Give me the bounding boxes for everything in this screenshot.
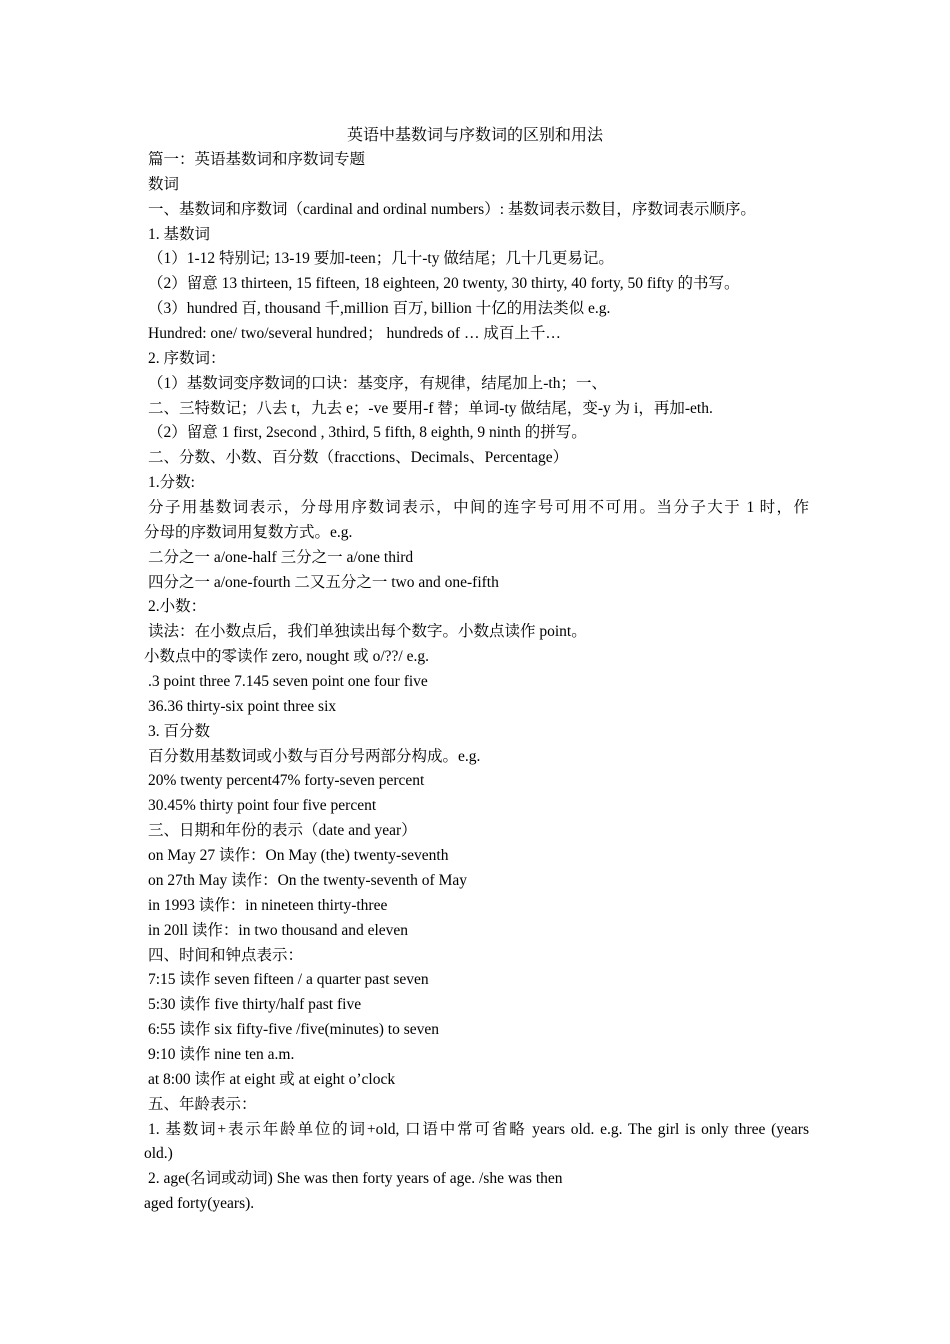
text-line: in 1993 读作：in nineteen thirty-three [148,896,388,914]
text-line: 二、三特数记；八去 t，九去 e；-ve 要用-f 替；单词-ty 做结尾，变-y 为 i，再加-eth. [148,399,713,417]
text-line: in 20ll 读作：in two thousand and eleven [148,921,409,939]
text-line: at 8:00 读作 at eight 或 at eight o’clock [148,1070,396,1088]
text-line: on May 27 读作：On May (the) twenty-seventh [148,847,449,865]
text-line: aged forty(years). [144,1195,255,1213]
text-line: 2.小数： [148,598,207,616]
text-line: 四、时间和钟点表示： [148,946,304,964]
text-line: 三、日期和年份的表示（date and year） [148,822,417,840]
text-line: 30.45% thirty point four five percent [148,797,377,815]
text-line: （1）基数词变序数词的口诀：基变序，有规律，结尾加上-th；一、 [148,374,607,392]
text-line: 二、分数、小数、百分数（fracctions、Decimals、Percentage） [148,449,569,467]
text-line: 篇一：英语基数词和序数词专题 [148,151,366,168]
text-line: 3. 百分数 [148,722,211,740]
text-line: 百分数用基数词或小数与百分号两部分构成。e.g. [148,747,481,765]
text-line: 20% twenty percent47% forty-seven percent [148,772,425,790]
text-line: 二分之一 a/one-half 三分之一 a/one third [148,548,414,566]
text-line: 1. 基数词 [148,225,211,243]
text-line: old.) [144,1145,173,1163]
document-body [144,148,809,1217]
text-line: （3）hundred 百, thousand 千,million 百万, billion 十亿的用法类似 e.g. [148,300,611,318]
text-line: 一、基数词和序数词（cardinal and ordinal numbers）: 基数词表示数目，序数词表示顺序。 [148,200,756,218]
text-line: 36.36 thirty-six point three six [148,697,337,715]
text-line: 小数点中的零读作 zero, nought 或 o/??/ e.g. [144,648,429,666]
text-line: 2. age(名词或动词) She was then forty years of age. /she was then [148,1170,563,1188]
text-line: Hundred: one/ two/several hundred； hundreds of … 成百上千… [148,325,561,343]
text-line: （2）留意 13 thirteen, 15 fifteen, 18 eighteen, 20 twenty, 30 thirty, 40 forty, 50 fifty 的书写。 [148,275,740,293]
text-line: .3 point three 7.145 seven point one four five [148,673,428,691]
text-line: （2）留意 1 first, 2second , 3third, 5 fifth, 8 eighth, 9 ninth 的拼写。 [148,424,587,442]
text-line: 分母的序数词用复数方式。e.g. [144,523,353,541]
text-line: 2. 序数词： [148,349,226,367]
document-title: 英语中基数词与序数词的区别和用法 [346,127,603,144]
text-line: 9:10 读作 nine ten a.m. [148,1045,295,1063]
text-line: 数词 [148,175,180,193]
text-line: 分子用基数词表示，分母用序数词表示，中间的连字号可用不可用。当分子大于 1 时，作 [148,499,809,517]
text-line: 1.分数: [148,474,195,492]
text-line: on 27th May 读作：On the twenty-seventh of May [148,871,467,889]
text-line: （1）1-12 特别记; 13-19 要加-teen；几十-ty 做结尾；几十几更易记。 [148,250,614,268]
text-line: 7:15 读作 seven fifteen / a quarter past seven [148,971,429,989]
text-line: 5:30 读作 five thirty/half past five [148,996,362,1014]
text-line: 6:55 读作 six fifty-five /five(minutes) to seven [148,1021,439,1039]
text-line: 1. 基数词+表示年龄单位的词+old, 口语中常可省略 years old. e.g. The girl is only three (years [148,1120,809,1138]
text-line: 四分之一 a/one-fourth 二又五分之一 two and one-fifth [148,573,499,591]
text-line: 读法：在小数点后，我们单独读出每个数字。小数点读作 point。 [148,623,587,641]
text-line: 五、年龄表示： [148,1095,257,1113]
